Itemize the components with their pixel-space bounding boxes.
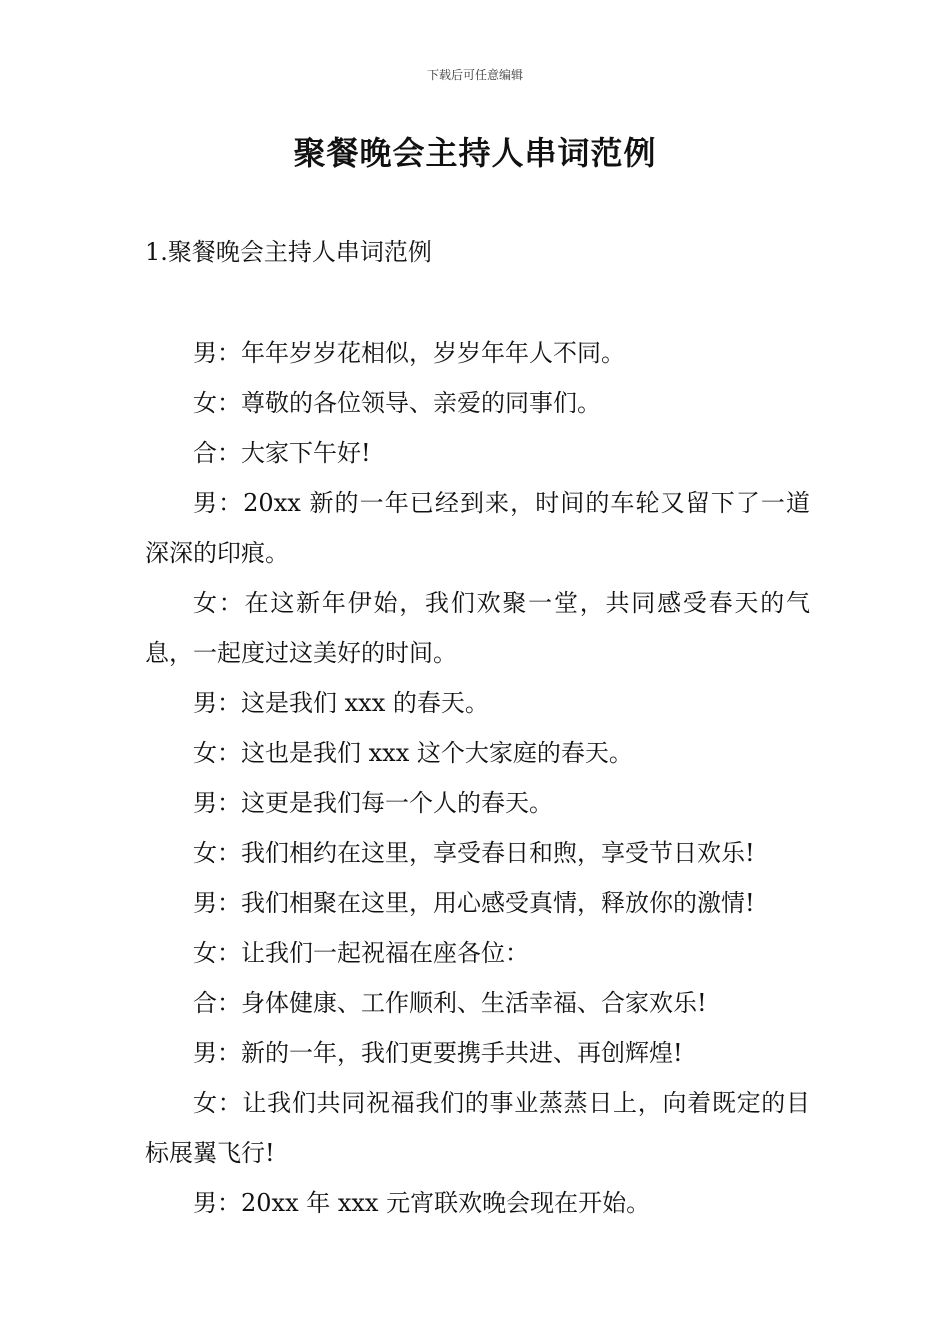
paragraph: 男：年年岁岁花相似，岁岁年年人不同。	[193, 339, 625, 367]
header-note: 下载后可任意编辑	[426, 68, 523, 82]
paragraph: 女：在这新年伊始，我们欢聚一堂，共同感受春天的气息，一起度过这美好的时间。	[145, 589, 810, 667]
paragraph: 女：让我们共同祝福我们的事业蒸蒸日上，向着既定的目标展翼飞行!	[145, 1089, 810, 1167]
paragraph: 女：我们相约在这里，享受春日和煦，享受节日欢乐!	[193, 839, 755, 867]
paragraph: 女：让我们一起祝福在座各位：	[193, 939, 529, 967]
document-title: 聚餐晚会主持人串词范例	[293, 134, 657, 172]
paragraph: 合：大家下午好!	[193, 439, 371, 467]
paragraph: 女：这也是我们 xxx 这个大家庭的春天。	[193, 739, 633, 767]
paragraph: 男：我们相聚在这里，用心感受真情，释放你的激情!	[193, 889, 755, 917]
paragraph: 女：尊敬的各位领导、亲爱的同事们。	[193, 389, 601, 417]
section-heading: 1.聚餐晚会主持人串词范例	[145, 238, 432, 266]
paragraph: 男：这是我们 xxx 的春天。	[193, 689, 489, 717]
paragraph: 男：新的一年，我们更要携手共进、再创辉煌!	[193, 1039, 683, 1067]
paragraph: 男：20xx 年 xxx 元宵联欢晚会现在开始。	[193, 1189, 651, 1217]
paragraph: 男：20xx 新的一年已经到来，时间的车轮又留下了一道深深的印痕。	[145, 489, 810, 567]
paragraph: 合：身体健康、工作顺利、生活幸福、合家欢乐!	[193, 989, 707, 1017]
paragraph: 男：这更是我们每一个人的春天。	[193, 789, 553, 817]
document-body	[145, 328, 810, 1228]
